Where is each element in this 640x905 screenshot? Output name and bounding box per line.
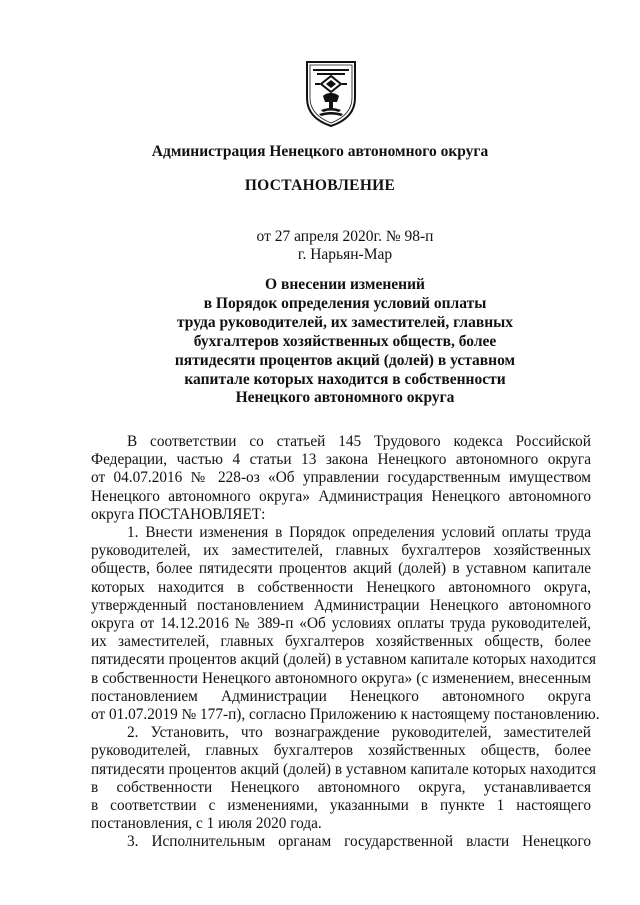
text-line: Ненецкого автономного округа» Администрация Ненецкого автономного — [91, 487, 591, 505]
title-line: капитале которых находится в собственности — [184, 370, 506, 388]
text-line: руководителей, их заместителей, главных бухгалтеров хозяйственных — [91, 542, 591, 560]
text-line: Федерации, частью 4 статьи 13 закона Ненецкого автономного округа — [91, 451, 591, 469]
text-line: В соответствии со статьей 145 Трудового кодекса Российской — [127, 433, 591, 450]
text-line: руководителей, главных бухгалтеров хозяйственных обществ, более — [91, 742, 591, 760]
paragraph-preamble — [91, 433, 591, 524]
document-type: ПОСТАНОВЛЕНИЕ — [244, 177, 396, 194]
title-line: О внесении изменений — [265, 276, 425, 293]
text-line: 3. Исполнительным органам государственной власти Ненецкого — [127, 833, 591, 851]
text-line: их заместителей, главных бухгалтеров хозяйственных обществ, более — [91, 633, 591, 651]
text-line: от 01.07.2019 № 177-п), согласно Приложению к настоящему постановлению. — [91, 706, 600, 724]
title-line: бухгалтеров хозяйственных обществ, более — [193, 332, 497, 350]
text-line: 1. Внести изменения в Порядок определения условий оплаты труда — [127, 524, 591, 542]
document-body — [91, 433, 600, 852]
document-title — [160, 276, 530, 408]
title-line: Ненецкого автономного округа — [235, 389, 455, 407]
text-line: округа от 14.12.2016 № 389-п «Об условиях оплаты труда руководителей, — [91, 615, 591, 633]
paragraph-item-3 — [91, 833, 591, 851]
text-line: округа ПОСТАНОВЛЯЕТ: — [91, 505, 266, 523]
text-line: постановлением Администрации Ненецкого автономного округа — [91, 687, 591, 705]
title-line: в Порядок определения условий оплаты — [203, 294, 487, 312]
paragraph-item-1 — [91, 524, 600, 724]
text-line: которых находится в собственности Ненецкого автономного округа, — [91, 578, 591, 596]
city: г. Нарьян-Мар — [297, 246, 393, 263]
organization-name: Администрация Ненецкого автономного округа — [151, 143, 489, 160]
text-line: 2. Установить, что вознаграждение руководителей, заместителей — [127, 724, 591, 742]
text-line: утвержденный постановлением Администрации Ненецкого автономного — [91, 596, 591, 614]
text-line: пятидесяти процентов акций (долей) в уставном капитале которых находится — [91, 651, 597, 669]
text-line: пятидесяти процентов акций (долей) в уставном капитале которых находится — [91, 760, 597, 778]
title-line: труда руководителей, их заместителей, главных — [177, 313, 513, 331]
text-line: от 04.07.2016 № 228-оз «Об управлении государственным имуществом — [91, 469, 591, 487]
paragraph-item-2 — [91, 724, 597, 833]
text-line: в собственности Ненецкого автономного округа, устанавливается — [91, 778, 591, 796]
text-line: обществ, более пятидесяти процентов акций (долей) в уставном капитале — [91, 560, 591, 578]
text-line: постановления, с 1 июля 2020 года. — [91, 815, 322, 833]
date-number: от 27 апреля 2020г. № 98-п — [256, 228, 434, 245]
text-line: в собственности Ненецкого автономного округа» (с изменением, внесенным — [91, 669, 591, 687]
title-line: пятидесяти процентов акций (долей) в уставном — [174, 351, 516, 369]
text-line: в соответствии с изменениями, указанными в пункте 1 настоящего — [91, 797, 591, 815]
coat-of-arms-icon — [303, 58, 359, 128]
